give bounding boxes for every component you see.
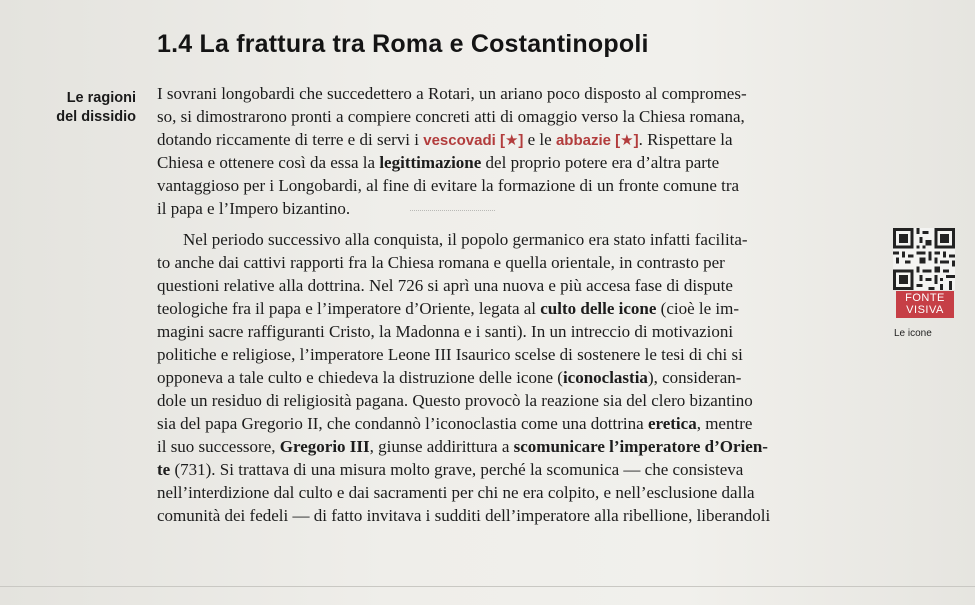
text: dotando riccamente di terre e di servi i [157, 130, 424, 149]
paragraph-2-line-7 [157, 368, 741, 388]
text: . Rispettare la [638, 130, 733, 149]
text: e le [523, 130, 556, 149]
text: sia del papa Gregorio II, che condannò l’iconoclastia come una dottrina [157, 414, 648, 433]
margin-note-line-2: del dissidio [56, 109, 136, 125]
text: teologiche fra il papa e l’imperatore d’Oriente, legata al [157, 299, 541, 318]
paragraph-2-line-12: nell’interdizione dal culto e dai sacramenti per chi ne era colpito, e nell’esclusione dalla [157, 483, 755, 502]
fonte-visiva-badge[interactable] [896, 291, 954, 318]
keyword-abbazie[interactable]: abbazie [★] [555, 132, 639, 149]
badge-line-1: FONTE [905, 292, 945, 304]
paragraph-1-line-3 [157, 130, 733, 151]
qr-code-icon[interactable] [893, 228, 955, 290]
bold-term: Gregorio III [279, 437, 370, 456]
text: (731). Si trattava di una misura molto grave, perché la scomunica — che consisteva [170, 460, 744, 479]
paragraph-2-line-11 [157, 460, 743, 480]
text: opponeva a tale culto e chiedeva la distruzione delle icone ( [157, 368, 563, 387]
paragraph-2-line-9 [157, 414, 752, 434]
paragraph-2-line-6: politiche e religiose, l’imperatore Leone III Isaurico scelse di sostenere le tesi di chi si [157, 345, 743, 364]
fonte-caption: Le icone [894, 328, 932, 339]
bold-term: iconoclastia [562, 368, 648, 387]
text: il suo successore, [157, 437, 280, 456]
section-title: 1.4 La frattura tra Roma e Costantinopoli [157, 30, 649, 58]
text: , mentre [696, 414, 753, 433]
margin-note-line-1: Le ragioni [66, 90, 136, 106]
dotted-divider [410, 210, 495, 211]
text: Chiesa e ottenere così da essa la [157, 153, 380, 172]
text: del proprio potere era d’altra parte [481, 153, 720, 172]
badge-line-2: VISIVA [906, 304, 944, 316]
paragraph-2-line-3: questioni relative alla dottrina. Nel 726 si aprì una nuova e più accesa fase di dispute [157, 276, 733, 295]
keyword-vescovadi[interactable]: vescovadi [★] [423, 132, 524, 149]
paragraph-2-line-10 [157, 437, 768, 457]
paragraph-2-line-1: Nel periodo successivo alla conquista, il popolo germanico era stato infatti facilita- [183, 230, 748, 249]
bold-term: te [157, 460, 171, 479]
page-bottom-rule [0, 586, 975, 587]
bold-term: legittimazione [379, 153, 482, 172]
paragraph-2-line-4 [157, 299, 739, 319]
text: (cioè le im- [656, 299, 740, 318]
paragraph-1-line-6: il papa e l’Impero bizantino. [157, 199, 351, 218]
paragraph-2-line-8: dole un residuo di religiosità pagana. Questo provocò la reazione sia del clero bizantino [157, 391, 753, 410]
paragraph-2-line-2: to anche dai cattivi rapporti fra la Chiesa romana e quella orientale, in contrasto per [157, 253, 725, 272]
margin-note [24, 89, 136, 127]
paragraph-1-line-4 [157, 153, 719, 173]
paragraph-1-line-1: I sovrani longobardi che succedettero a Rotari, un ariano poco disposto al compromes- [157, 84, 747, 103]
bold-term: culto delle icone [540, 299, 657, 318]
paragraph-1-line-2: so, si dimostrarono pronti a compiere concreti atti di omaggio verso la Chiesa romana, [157, 107, 745, 126]
paragraph-1-line-5: vantaggioso per i Longobardi, al fine di evitare la formazione di un fronte comune tra [157, 176, 740, 195]
paragraph-2-line-5: magini sacre raffiguranti Cristo, la Madonna e i santi). In un intreccio di motivazioni [157, 322, 734, 341]
text: ), consideran- [647, 368, 742, 387]
text: , giunse addirittura a [369, 437, 514, 456]
paragraph-2-line-13: comunità dei fedeli — di fatto invitava i sudditi dell’imperatore alla ribellione, liberandoli [157, 506, 771, 525]
bold-term: scomunicare l’imperatore d’Orien- [513, 437, 768, 456]
bold-term: eretica [647, 414, 697, 433]
